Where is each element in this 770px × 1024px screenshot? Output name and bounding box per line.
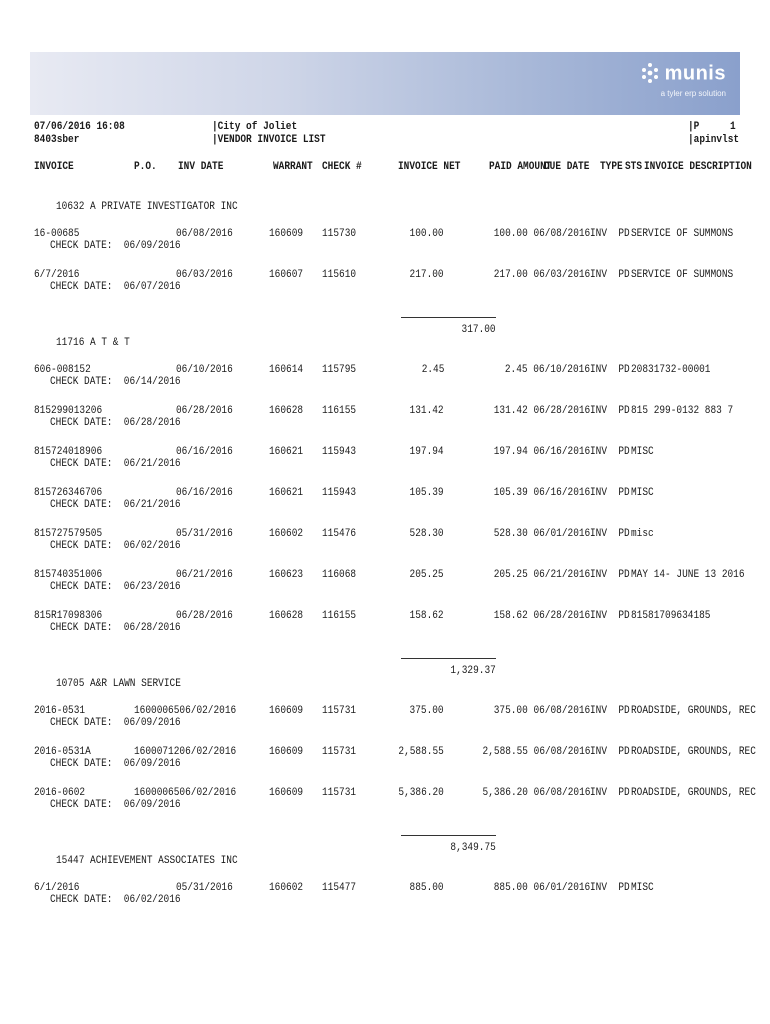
type-status: INV PD: [590, 446, 630, 458]
warrant-number: 160628: [269, 405, 304, 417]
type-status: INV PD: [590, 228, 630, 240]
report-program: |apinvlst: [688, 134, 740, 146]
warrant-number: 160602: [269, 882, 304, 894]
paid-amount-due-date: 205.25 06/21/2016: [493, 569, 590, 581]
paid-amount-due-date: 5,386.20 06/08/2016: [482, 787, 590, 799]
paid-amount-due-date: 885.00 06/01/2016: [493, 882, 590, 894]
paid-amount-due-date: 100.00 06/08/2016: [493, 228, 590, 240]
invoice-description: MISC: [631, 882, 654, 894]
type-status: INV PD: [590, 405, 630, 417]
invoice-net: 5,386.20: [398, 787, 444, 799]
report-org: |City of Joliet: [212, 121, 298, 133]
type-status: INV PD: [590, 569, 630, 581]
report-title: |VENDOR INVOICE LIST: [212, 134, 326, 146]
col-warrant: WARRANT: [273, 161, 313, 173]
check-date: CHECK DATE: 06/09/2016: [50, 717, 181, 729]
invoice-description: ROADSIDE, GROUNDS, REC: [631, 705, 756, 717]
invoice-number: 16-00685: [34, 228, 80, 240]
col-paid-amount: PAID AMOUNT: [489, 161, 552, 173]
invoice-description: MISC: [631, 487, 654, 499]
check-number: 115731: [322, 787, 357, 799]
vendor-name: 15447 ACHIEVEMENT ASSOCIATES INC: [56, 855, 238, 867]
vendor-name: 11716 A T & T: [56, 337, 130, 349]
paid-amount-due-date: 158.62 06/28/2016: [493, 610, 590, 622]
col-sts: STS: [625, 161, 643, 173]
type-status: INV PD: [590, 269, 630, 281]
check-date: CHECK DATE: 06/02/2016: [50, 894, 181, 906]
report-banner: [30, 52, 740, 115]
check-number: 115943: [322, 487, 357, 499]
invoice-net: 131.42: [409, 405, 444, 417]
invoice-description: 81581709634185: [631, 610, 711, 622]
invoice-date: 06/16/2016: [176, 446, 233, 458]
invoice-date: 06/28/2016: [176, 610, 233, 622]
munis-logo: [639, 62, 726, 98]
invoice-date: 06/21/2016: [176, 569, 233, 581]
check-number: 115943: [322, 446, 357, 458]
invoice-description: 815 299-0132 883 7: [631, 405, 734, 417]
invoice-number: 2016-0531: [34, 705, 86, 717]
check-number: 115477: [322, 882, 357, 894]
invoice-number: 6/7/2016: [34, 269, 80, 281]
check-number: 115731: [322, 705, 357, 717]
paid-amount-due-date: 528.30 06/01/2016: [493, 528, 590, 540]
warrant-number: 160602: [269, 528, 304, 540]
vendor-name: 10705 A&R LAWN SERVICE: [56, 678, 181, 690]
munis-dots-icon: [639, 62, 661, 89]
col-inv-date: INV DATE: [178, 161, 224, 173]
invoice-number: 2016-0531A: [34, 746, 91, 758]
invoice-net: 205.25: [409, 569, 444, 581]
paid-amount-due-date: 375.00 06/08/2016: [493, 705, 590, 717]
invoice-net: 158.62: [409, 610, 444, 622]
invoice-number: 815R17098306: [34, 610, 103, 622]
vendor-name: 10632 A PRIVATE INVESTIGATOR INC: [56, 201, 238, 213]
paid-amount-due-date: 217.00 06/03/2016: [493, 269, 590, 281]
invoice-number: 815726346706: [34, 487, 103, 499]
warrant-number: 160609: [269, 705, 304, 717]
po-number: 1600006506/02/2016: [134, 787, 237, 799]
page-label: |P: [688, 121, 700, 133]
paid-amount-due-date: 2,588.55 06/08/2016: [482, 746, 590, 758]
col-invoice: INVOICE: [34, 161, 74, 173]
invoice-net: 885.00: [409, 882, 444, 894]
col-check: CHECK #: [322, 161, 362, 173]
type-status: INV PD: [590, 364, 630, 376]
po-number: 1600071206/02/2016: [134, 746, 237, 758]
invoice-net: 528.30: [409, 528, 444, 540]
check-date: CHECK DATE: 06/07/2016: [50, 281, 181, 293]
invoice-description: ROADSIDE, GROUNDS, REC: [631, 787, 756, 799]
invoice-description: ROADSIDE, GROUNDS, REC: [631, 746, 756, 758]
invoice-number: 606-008152: [34, 364, 91, 376]
invoice-number: 815727579505: [34, 528, 103, 540]
total-rule: [401, 317, 496, 318]
warrant-number: 160607: [269, 269, 304, 281]
check-number: 115795: [322, 364, 357, 376]
check-date: CHECK DATE: 06/21/2016: [50, 458, 181, 470]
invoice-date: 06/28/2016: [176, 405, 233, 417]
invoice-number: 2016-0602: [34, 787, 86, 799]
invoice-description: SERVICE OF SUMMONS: [631, 269, 734, 281]
paid-amount-due-date: 197.94 06/16/2016: [493, 446, 590, 458]
check-number: 115731: [322, 746, 357, 758]
total-rule: [401, 658, 496, 659]
warrant-number: 160609: [269, 228, 304, 240]
paid-amount-due-date: 105.39 06/16/2016: [493, 487, 590, 499]
check-number: 116068: [322, 569, 357, 581]
vendor-total: 1,329.37: [450, 665, 496, 677]
warrant-number: 160621: [269, 446, 304, 458]
check-date: CHECK DATE: 06/28/2016: [50, 622, 181, 634]
invoice-net: 2.45: [421, 364, 444, 376]
invoice-net: 375.00: [409, 705, 444, 717]
warrant-number: 160609: [269, 746, 304, 758]
paid-amount-due-date: 2.45 06/10/2016: [504, 364, 590, 376]
invoice-net: 2,588.55: [398, 746, 444, 758]
col-due-date: DUE DATE: [544, 161, 590, 173]
invoice-net: 105.39: [409, 487, 444, 499]
invoice-number: 815724018906: [34, 446, 103, 458]
check-date: CHECK DATE: 06/09/2016: [50, 799, 181, 811]
invoice-description: MISC: [631, 446, 654, 458]
total-rule: [401, 835, 496, 836]
invoice-date: 06/16/2016: [176, 487, 233, 499]
invoice-net: 100.00: [409, 228, 444, 240]
invoice-date: 06/08/2016: [176, 228, 233, 240]
check-number: 116155: [322, 610, 357, 622]
invoice-number: 815740351006: [34, 569, 103, 581]
vendor-total: 8,349.75: [450, 842, 496, 854]
check-number: 115476: [322, 528, 357, 540]
check-date: CHECK DATE: 06/09/2016: [50, 240, 181, 252]
check-date: CHECK DATE: 06/28/2016: [50, 417, 181, 429]
col-po: P.O.: [134, 161, 157, 173]
invoice-date: 05/31/2016: [176, 882, 233, 894]
invoice-description: SERVICE OF SUMMONS: [631, 228, 734, 240]
page-number: 1: [730, 121, 736, 133]
munis-tagline: a tyler erp solution: [660, 89, 726, 98]
warrant-number: 160621: [269, 487, 304, 499]
report-user: 8403sber: [34, 134, 80, 146]
col-description: INVOICE DESCRIPTION: [644, 161, 752, 173]
vendor-total: 317.00: [461, 324, 496, 336]
type-status: INV PD: [590, 528, 630, 540]
check-date: CHECK DATE: 06/02/2016: [50, 540, 181, 552]
invoice-date: 06/03/2016: [176, 269, 233, 281]
type-status: INV PD: [590, 610, 630, 622]
check-date: CHECK DATE: 06/14/2016: [50, 376, 181, 388]
type-status: INV PD: [590, 882, 630, 894]
type-status: INV PD: [590, 746, 630, 758]
check-number: 115730: [322, 228, 357, 240]
paid-amount-due-date: 131.42 06/28/2016: [493, 405, 590, 417]
check-number: 115610: [322, 269, 357, 281]
warrant-number: 160623: [269, 569, 304, 581]
check-date: CHECK DATE: 06/21/2016: [50, 499, 181, 511]
munis-brand: munis: [664, 62, 726, 85]
invoice-description: 20831732-00001: [631, 364, 711, 376]
col-invoice-net: INVOICE NET: [398, 161, 461, 173]
invoice-number: 815299013206: [34, 405, 103, 417]
col-type: TYPE: [600, 161, 623, 173]
check-date: CHECK DATE: 06/09/2016: [50, 758, 181, 770]
invoice-description: misc: [631, 528, 654, 540]
type-status: INV PD: [590, 787, 630, 799]
warrant-number: 160609: [269, 787, 304, 799]
check-date: CHECK DATE: 06/23/2016: [50, 581, 181, 593]
type-status: INV PD: [590, 487, 630, 499]
invoice-net: 217.00: [409, 269, 444, 281]
report-datetime: 07/06/2016 16:08: [34, 121, 125, 133]
warrant-number: 160628: [269, 610, 304, 622]
invoice-number: 6/1/2016: [34, 882, 80, 894]
check-number: 116155: [322, 405, 357, 417]
invoice-description: MAY 14- JUNE 13 2016: [631, 569, 745, 581]
invoice-net: 197.94: [409, 446, 444, 458]
type-status: INV PD: [590, 705, 630, 717]
po-number: 1600006506/02/2016: [134, 705, 237, 717]
warrant-number: 160614: [269, 364, 304, 376]
invoice-date: 05/31/2016: [176, 528, 233, 540]
invoice-date: 06/10/2016: [176, 364, 233, 376]
